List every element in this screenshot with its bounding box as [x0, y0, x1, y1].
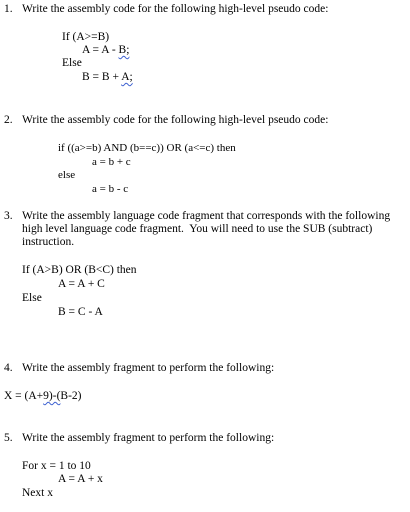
q3-code-line-1: If (A>B) OR (B<C) then [22, 264, 137, 276]
question-3-number: 3. [4, 210, 13, 222]
q4-expression: X = (A+9)-(B-2) [4, 390, 82, 402]
q1-code-line-4: B = B + A; [82, 71, 133, 83]
q3-code-line-3: Else [22, 292, 42, 304]
question-3-prompt-line-2: high level language code fragment. You will need to use the SUB (subtract) [22, 223, 373, 235]
q2-code-line-3: else [58, 169, 76, 181]
question-1-number: 1. [4, 3, 13, 15]
question-5-prompt: Write the assembly fragment to perform the following: [22, 432, 275, 444]
question-1-prompt: Write the assembly code for the following high-level pseudo code: [22, 3, 329, 15]
question-2-prompt: Write the assembly code for the following high-level pseudo code: [22, 114, 329, 126]
q5-code-line-1: For x = 1 to 10 [22, 460, 91, 472]
question-4-number: 4. [4, 362, 13, 374]
q1-code-line-2: A = A - B; [82, 44, 130, 56]
question-5-number: 5. [4, 432, 13, 444]
q5-code-line-2: A = A + x [58, 473, 103, 485]
q2-code-line-4: a = b - c [92, 183, 129, 195]
question-2-number: 2. [4, 114, 13, 126]
q3-code-line-4: B = C - A [58, 306, 103, 318]
question-4-prompt: Write the assembly fragment to perform the following: [22, 362, 275, 374]
q1-code-line-3: Else [62, 57, 82, 69]
q2-code-line-2: a = b + c [92, 156, 131, 168]
question-3-prompt-line-3: instruction. [22, 236, 75, 248]
question-3-prompt-line-1: Write the assembly language code fragment that corresponds with the following [22, 210, 391, 222]
q5-code-line-3: Next x [22, 487, 53, 499]
q3-code-line-2: A = A + C [58, 278, 105, 290]
q1-code-line-1: If (A>=B) [62, 31, 110, 43]
q2-code-line-1: if ((a>=b) AND (b==c)) OR (a<=c) then [58, 142, 236, 154]
